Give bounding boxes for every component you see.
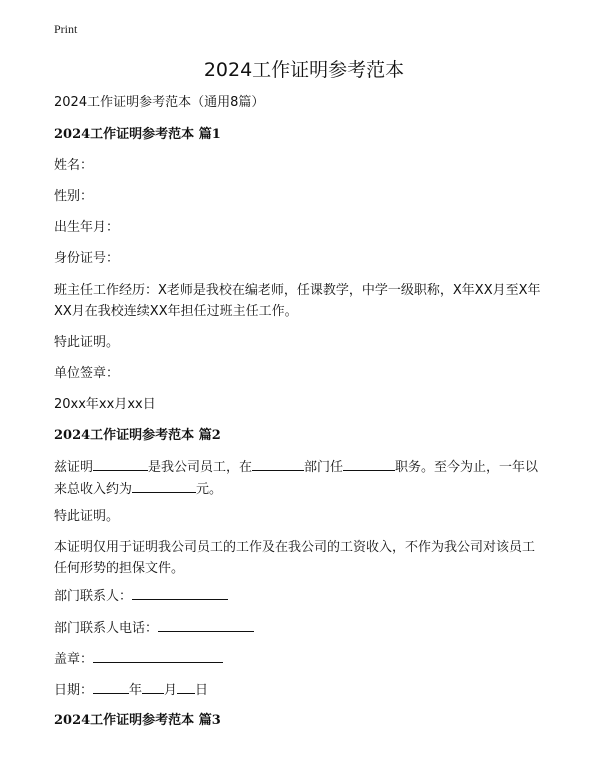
print-link[interactable]: Print [54,22,78,36]
date-label: 日期： [54,683,94,698]
position-blank [343,456,395,471]
day-text: 日 [195,683,209,698]
date-row [54,679,208,701]
year-text: 年 [129,683,143,698]
section-heading-2: 2024工作证明参考范本 篇2 [54,428,221,443]
department-blank [252,456,304,471]
name-label: 姓名： [54,158,94,173]
birth-label: 出生年月： [54,220,120,235]
employee-name-blank [93,456,148,471]
phone-blank [158,617,254,632]
income-blank [132,478,196,493]
certify-prefix: 兹证明 [54,460,94,475]
contact-row [54,585,228,607]
page-title: 2024工作证明参考范本 [203,59,405,81]
phone-row [54,617,254,639]
certify-text-1: 特此证明。 [54,335,120,350]
seal-label-1: 单位签章： [54,366,120,381]
section-heading-3: 2024工作证明参考范本 篇3 [54,713,221,728]
month-text: 月 [164,683,178,698]
income-text: 职务。至今为止，一年以来总收入约为 [54,460,539,497]
seal-label-2: 盖章： [54,652,94,667]
experience-paragraph: 班主任工作经历：X老师是我校在编老师，任课教学，中学一级职称，X年XX月至X年XX月在我校连续XX年担任过班主任工作。 [54,283,541,319]
id-number-label: 身份证号： [54,251,120,266]
month-blank [142,679,164,694]
gender-label: 性别： [54,189,94,204]
seal-row [54,648,223,670]
department-text: 部门任 [304,460,344,475]
phone-label: 部门联系人电话： [54,621,159,636]
contact-blank [132,585,228,600]
section-heading-1: 2024工作证明参考范本 篇1 [54,127,221,142]
subtitle: 2024工作证明参考范本（通用8篇） [54,95,265,110]
employee-text: 是我公司员工，在 [148,460,253,475]
date-text-1: 20xx年xx月xx日 [54,397,156,412]
yuan-text: 元。 [196,482,223,497]
usage-note-paragraph: 本证明仅用于证明我公司员工的工作及在我公司的工资收入，不作为我公司对该员工任何形势的担保文件。 [54,540,536,576]
seal-blank [93,648,223,663]
contact-label: 部门联系人： [54,589,133,604]
day-blank [177,679,195,694]
year-blank [93,679,129,694]
certificate-paragraph [54,456,546,500]
certify-text-2: 特此证明。 [54,509,120,524]
